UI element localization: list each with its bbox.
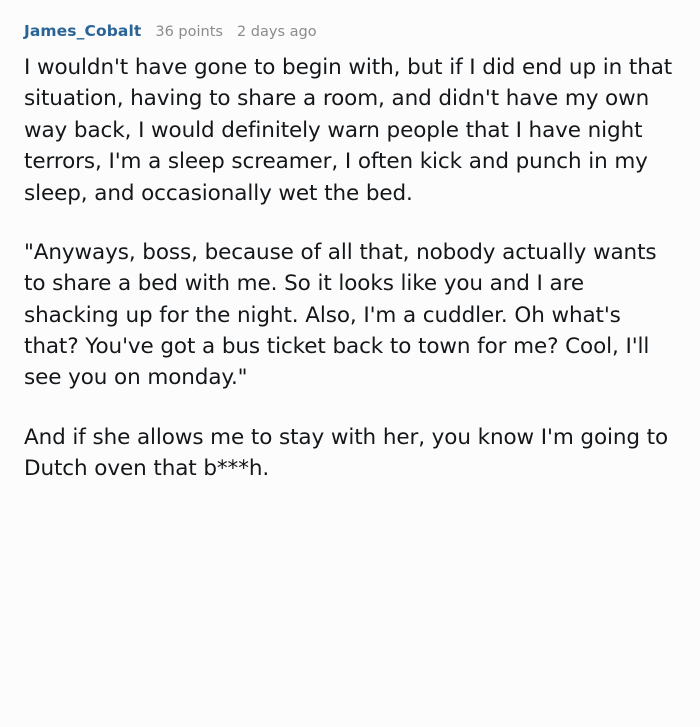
- comment-timestamp: 2 days ago: [236, 24, 317, 40]
- comment-score: 36 points: [155, 24, 223, 40]
- comment-meta: [24, 22, 676, 40]
- comment-paragraph: I wouldn't have gone to begin with, but if I did end up in that situation, having to share a room, and didn't have my own way back, I would definitely warn people that I have night terrors, I'm a sleep screamer, I often kick and punch in my sleep, and occasionally wet the bed.: [24, 55, 673, 206]
- comment-paragraph: And if she allows me to stay with her, you know I'm going to Dutch oven that b***h.: [24, 424, 669, 482]
- comment-paragraph: "Anyways, boss, because of all that, nobody actually wants to share a bed with me. So it looks like you and I are shacking up for the night. Also, I'm a cuddler. Oh what's that? You've got a bus ticket back to town for me? Cool, I'll see you on monday.": [24, 239, 657, 391]
- comment-body: [24, 52, 676, 485]
- comment-author[interactable]: James_Cobalt: [24, 22, 142, 40]
